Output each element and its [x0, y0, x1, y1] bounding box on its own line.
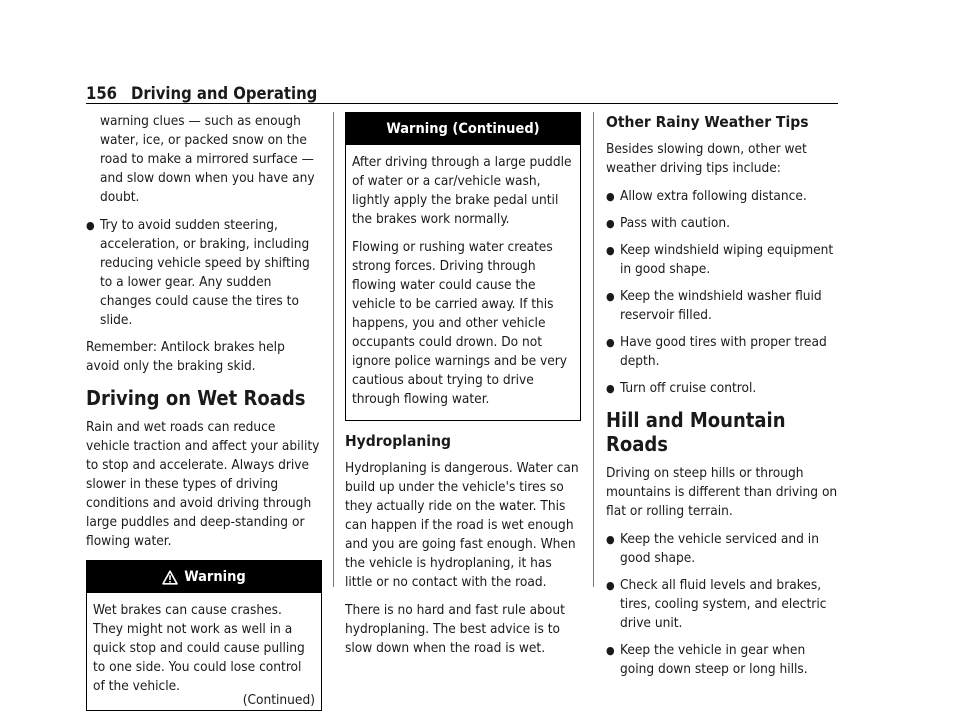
column-1	[86, 112, 322, 721]
bullet-icon: ●	[86, 219, 95, 232]
warning-body	[346, 145, 580, 420]
warning-text: After driving through a large puddle of water or a car/vehicle wash, lightly apply the brake pedal until the brakes work normally.	[352, 154, 572, 227]
paragraph: There is no hard and fast rule about hydroplaning. The best advice is to slow down when the road is wet.	[345, 602, 565, 656]
list-item: ● Pass with caution.	[606, 215, 730, 231]
warning-box-continued	[345, 112, 581, 421]
warning-header	[87, 561, 321, 593]
warning-title: Warning	[184, 569, 246, 585]
bullet-icon: ●	[606, 579, 615, 592]
warning-header	[346, 113, 580, 145]
warning-text: Wet brakes can cause crashes. They might not work as well in a quick stop and could cause pulling to one side. You could lose control of the vehicle.	[93, 602, 305, 694]
warning-box	[86, 560, 322, 711]
warning-text: Flowing or rushing water creates strong forces. Driving through flowing water could cause the vehicle to be carried away. If this happens, you and other vehicle occupants could drown. Do not ignore police warnings and be very cautious about trying to drive through flowing water.	[352, 239, 568, 407]
paragraph: Driving on steep hills or through mountains is different than driving on flat or rolling terrain.	[606, 465, 838, 519]
bullet-list	[86, 216, 322, 330]
column-3	[606, 112, 841, 687]
paragraph: Hydroplaning is dangerous. Water can build up under the vehicle's tires so they actually ride on the water. This can happen if the road is wet enough and you are going fast enough. When the vehicle is hydroplaning, it has little or no contact with the road.	[345, 460, 579, 590]
bullet-icon: ●	[606, 336, 615, 349]
section-heading: Hill and Mountain Roads	[606, 408, 786, 456]
list-item: ● Keep the vehicle serviced and in good shape.	[606, 531, 819, 566]
list-item: ● Turn off cruise control.	[606, 380, 757, 396]
page-header	[86, 84, 317, 103]
bullet-icon: ●	[606, 382, 615, 395]
list-item: ● Keep the windshield washer fluid reservoir filled.	[606, 288, 822, 323]
list-item: ● Keep the vehicle in gear when going down steep or long hills.	[606, 642, 808, 677]
list-item: ● Have good tires with proper tread depth.	[606, 334, 827, 369]
warning-body	[87, 593, 321, 710]
bullet-icon: ●	[606, 644, 615, 657]
bullet-icon: ●	[606, 533, 615, 546]
column-divider	[333, 112, 334, 587]
bullet-icon: ●	[606, 290, 615, 303]
header-rule	[86, 103, 838, 104]
bullet-icon: ●	[606, 217, 615, 230]
remember-note: Remember: Antilock brakes help avoid only the braking skid.	[86, 339, 285, 374]
section-heading: Hydroplaning	[345, 432, 451, 450]
list-item: ● Check all fluid levels and brakes, tires, cooling system, and electric drive unit.	[606, 577, 827, 631]
continued-text: warning clues — such as enough water, ice, or packed snow on the road to make a mirrored surface — and slow down when you have any doubt.	[100, 113, 315, 205]
bullet-icon: ●	[606, 190, 615, 203]
paragraph: Rain and wet roads can reduce vehicle traction and affect your ability to stop and accelerate. Always drive slower in these types of driving conditions and avoid driving through large puddles and deep-standing or flowing water.	[86, 419, 320, 549]
list-item: ● Keep windshield wiping equipment in good shape.	[606, 242, 834, 277]
tips-list	[606, 187, 841, 398]
page-number: 156	[86, 84, 117, 103]
hill-tips-list	[606, 530, 841, 679]
warning-title: Warning (Continued)	[386, 121, 540, 137]
section-heading: Driving on Wet Roads	[86, 386, 306, 410]
column-2	[345, 112, 581, 667]
list-item: ● Allow extra following distance.	[606, 188, 807, 204]
continued-label: (Continued)	[242, 692, 315, 708]
warning-icon	[162, 570, 178, 585]
section-heading: Other Rainy Weather Tips	[606, 113, 809, 131]
bullet-icon: ●	[606, 244, 615, 257]
section-title: Driving and Operating	[131, 84, 318, 103]
list-item: ● Try to avoid sudden steering, acceleration, or braking, including reducing vehicle speed by shifting to a lower gear. Any sudden changes could cause the tires to slide.	[86, 217, 310, 328]
paragraph: Besides slowing down, other wet weather driving tips include:	[606, 141, 807, 176]
column-divider	[593, 112, 594, 587]
